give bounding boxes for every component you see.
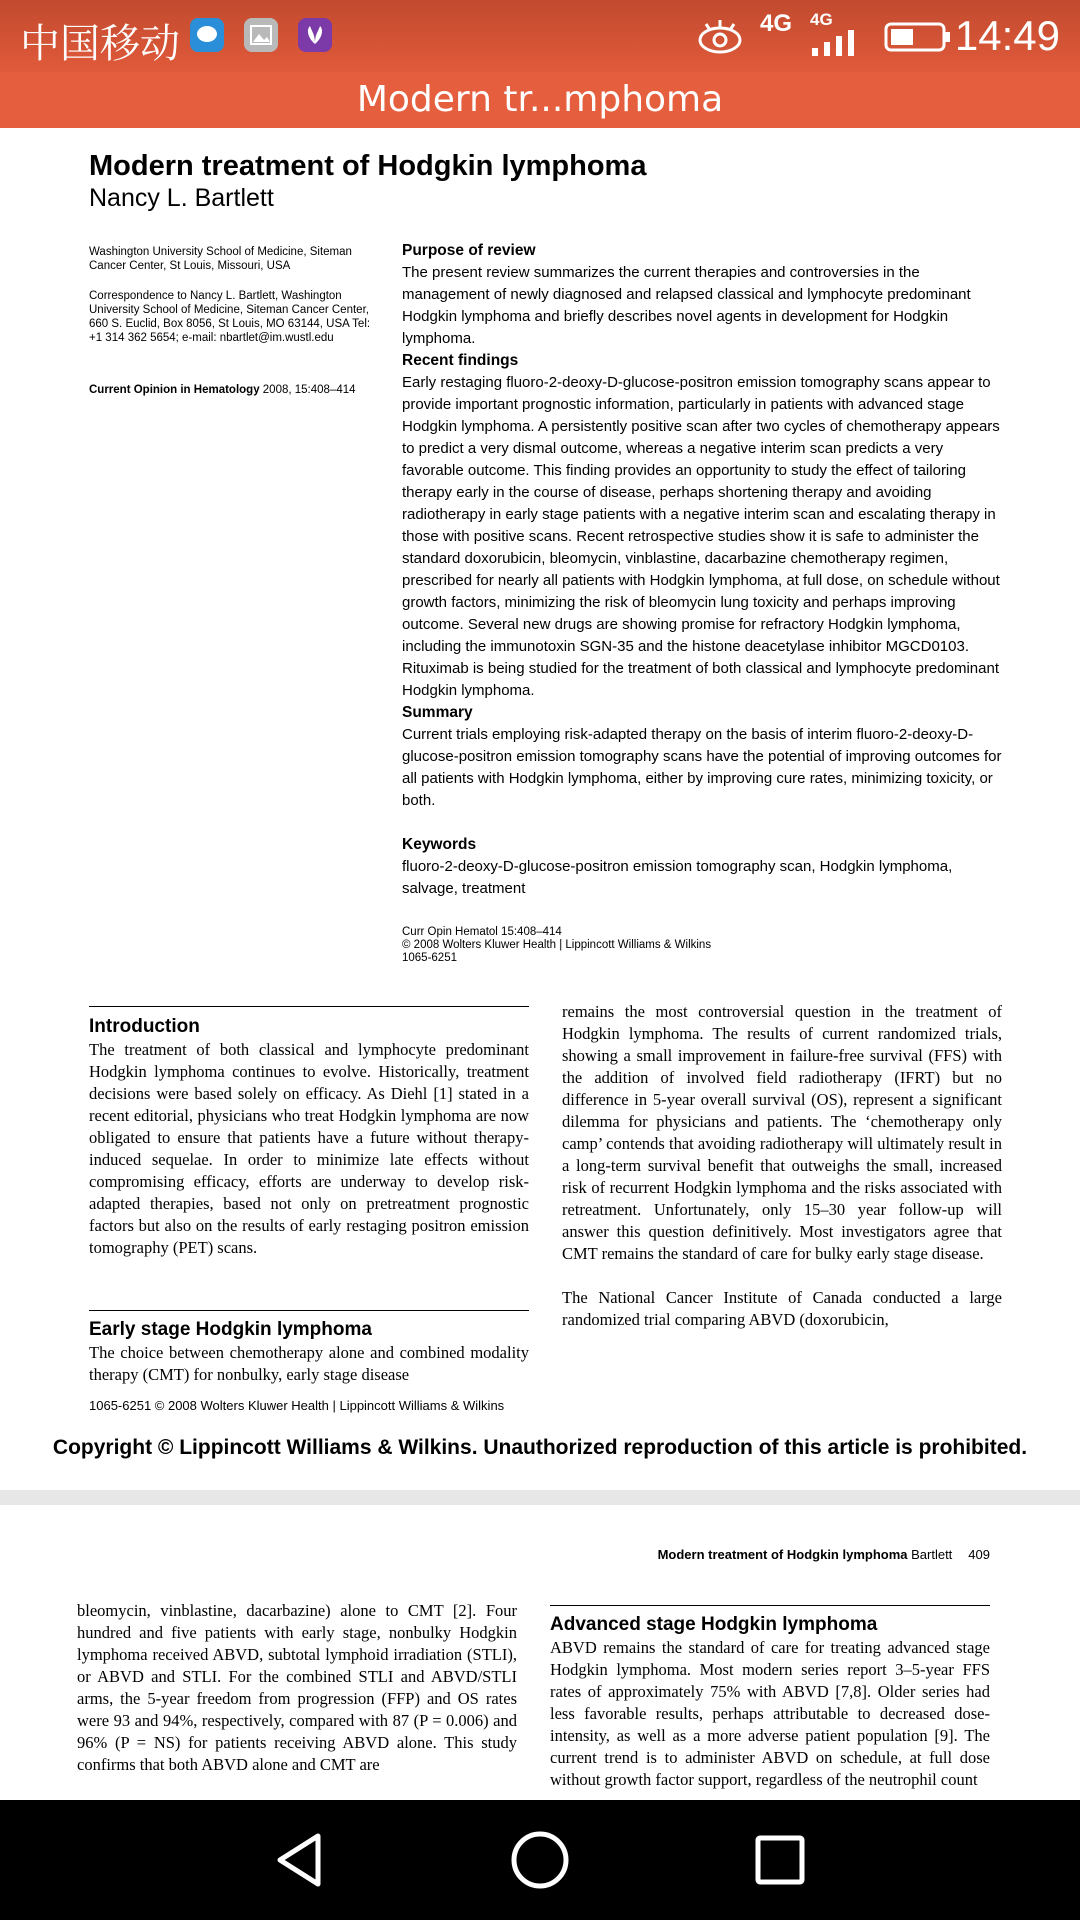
introduction-section [89, 1015, 529, 1259]
home-icon [510, 1830, 570, 1890]
copyright-notice: Copyright © Lippincott Williams & Wilkins. Unauthorized reproduction of this article is prohibited. [52, 1436, 1028, 1459]
network-type-2: 4G [810, 10, 833, 29]
correspondence: Correspondence to Nancy L. Bartlett, Washington University School of Medicine, Siteman Cancer Center, 660 S. Euclid, Box 8056, St Louis, MO 63144, USA Tel: +1 314 362 5654; e-mail: nbartlet@im.wustl.edu [89, 290, 371, 344]
introduction-text: The treatment of both classical and lymphocyte predominant Hodgkin lymphoma continues to evolve. Historically, treatment decisions were based solely on efficacy. As Diehl [1] stated in a recent editorial, physicians who treat Hodgkin lymphoma are now obligated to ensure that patients have a future without therapy-induced sequelae. In order to minimize late effects without compromising efficacy, efforts are underway to develop risk-adapted therapies, based not only on pretreatment prognostic factors but also on the results of early restaging positron emission tomography (PET) scans. [89, 1040, 529, 1257]
left-column [77, 1600, 517, 1776]
gallery-icon [244, 18, 278, 52]
carrier-name: 中国移动 [20, 21, 180, 67]
page-number: 409 [968, 1547, 990, 1562]
recent-apps-button[interactable] [750, 1830, 810, 1895]
back-icon [270, 1830, 330, 1890]
network-type: 4G [760, 10, 793, 37]
purpose-text: The present review summarizes the current therapies and controversies in the management of newly diagnosed and relapsed classical and lymphocyte predominant Hodgkin lymphoma and briefly describes novel agents in development for Hodgkin lymphoma. [402, 264, 971, 347]
back-button[interactable] [270, 1830, 330, 1895]
early-stage-text: The choice between chemotherapy alone and combined modality therapy (CMT) for nonbulky, early stage disease [89, 1343, 529, 1384]
divider [550, 1605, 990, 1606]
right-column-text-2: The National Cancer Institute of Canada conducted a large randomized trial comparing ABVD (doxorubicin, [562, 1288, 1002, 1329]
advanced-stage-heading: Advanced stage Hodgkin lymphoma [550, 1614, 878, 1635]
journal-reference [89, 383, 379, 397]
divider [89, 1006, 529, 1007]
author-affiliation: Washington University School of Medicine, Siteman Cancer Center, St Louis, Missouri, USA [89, 246, 352, 272]
status-bar [0, 0, 1080, 72]
document-page-409[interactable] [0, 1505, 1080, 1800]
early-stage-heading: Early stage Hodgkin lymphoma [89, 1319, 372, 1340]
divider [89, 1310, 529, 1311]
journal-volume: 2008, 15:408–414 [259, 384, 356, 396]
summary-text: Current trials employing risk-adapted therapy on the basis of interim fluoro-2-deoxy-D-glucose-positron emission tomography scans have the potential of improving outcomes for all patients with Hodgkin lymphoma, either by improving cure rates, minimizing toxicity, or both. [402, 726, 1002, 809]
findings-text: Early restaging fluoro-2-deoxy-D-glucose-positron emission tomography scans appear to provide important prognostic information, particularly in patients with advanced stage Hodgkin lymphoma. A persistently positive scan after two cycles of chemotherapy appears to predict a very dismal outcome, whereas a negative interim scan predicts a very favorable outcome. This finding provides an opportunity to study the effect of tailoring therapy early in the course of disease, perhaps shortening therapy and avoiding radiotherapy in early stage patients with a negative interim scan and escalating therapy in those with positive scans. Recent retrospective studies show it is safe to administer the standard doxorubicin, bleomycin, vinblastine, dacarbazine chemotherapy regimen, prescribed for nearly all patients with Hodgkin lymphoma, at full dose, on schedule without growth factors, minimizing the risk of bleomycin lung toxicity and perhaps improving outcome. Several new drugs are showing promise for refractory Hodgkin lymphoma, including the immunotoxin SGN-35 and the histone deacetylase inhibitor MGCD0103. Rituximab is being studied for the treatment of both classical and lymphocyte predominant Hodgkin lymphoma. [402, 374, 1000, 699]
battery-icon [884, 20, 952, 59]
clock: 14:49 [954, 12, 1060, 59]
purpose-heading: Purpose of review [402, 242, 536, 259]
right-column [562, 1001, 1002, 1331]
keywords-heading: Keywords [402, 836, 477, 853]
right-column-text: remains the most controversial question in the treatment of Hodgkin lymphoma. The results of current randomized trials, showing a small improvement in failure-free survival (FFS) with the addition of involved field radiotherapy (IFRT) but no difference in 5-year overall survival (OS), represent a significant dilemma for physicians and patients. The ‘chemotherapy only camp’ contends that avoiding radiotherapy will ultimately result in a long-term survival benefit that outweighs the small, increased risk of recurrent Hodgkin lymphoma and the risks associated with retreatment. Unfortunately, only 15–30 year follow-up will answer this question definitively. Most investigators agree that CMT remains the standard of care for bulky early stage disease. [562, 1002, 1002, 1263]
abstract [402, 240, 1002, 900]
advanced-stage-section [550, 1613, 990, 1791]
citation-line: Curr Opin Hematol 15:408–414 [402, 926, 562, 938]
introduction-heading: Introduction [89, 1016, 200, 1037]
citation-block [402, 926, 711, 965]
advanced-stage-text: ABVD remains the standard of care for treating advanced stage Hodgkin lymphoma. Most modern series report 3–5-year FFS rates of approximately 75% with ABVD [7,8]. Older series had less favorable results, perhaps attributable to decreased dose-intensity, as well as a more adverse patient population [9]. The current trend is to administer ABVD on schedule, at full dose without growth factor support, regardless of the neutrophil count [550, 1638, 990, 1789]
citation-line: 1065-6251 [402, 952, 457, 964]
early-stage-section [89, 1318, 529, 1386]
eye-icon [696, 16, 744, 61]
article-author: Nancy L. Bartlett [89, 184, 274, 212]
page-separator [0, 1490, 1080, 1505]
home-button[interactable] [510, 1830, 570, 1895]
page-footer: 1065-6251 © 2008 Wolters Kluwer Health | Lippincott Williams & Wilkins [89, 1398, 505, 1413]
document-title-bar[interactable]: Modern tr...mphoma [0, 72, 1080, 128]
article-title: Modern treatment of Hodgkin lymphoma [89, 150, 647, 182]
findings-heading: Recent findings [402, 352, 519, 369]
message-icon [190, 18, 224, 52]
citation-line: © 2008 Wolters Kluwer Health | Lippincott Williams & Wilkins [402, 939, 712, 951]
journal-name: Current Opinion in Hematology [89, 384, 260, 396]
signal-icon [810, 28, 862, 63]
recent-apps-icon [750, 1830, 810, 1890]
navigation-bar [0, 1800, 1080, 1920]
flower-app-icon [298, 18, 332, 52]
document-page-408[interactable] [0, 128, 1080, 1490]
running-head [658, 1547, 990, 1562]
running-head-author: Bartlett [907, 1547, 953, 1562]
summary-heading: Summary [402, 704, 473, 721]
running-head-title: Modern treatment of Hodgkin lymphoma [657, 1547, 908, 1562]
keywords-text: fluoro-2-deoxy-D-glucose-positron emission tomography scan, Hodgkin lymphoma, salvage, treatment [402, 858, 953, 897]
left-column-text: bleomycin, vinblastine, dacarbazine) alone to CMT [2]. Four hundred and five patients with early stage, nonbulky Hodgkin lymphoma received ABVD, subtotal lymphoid irradiation (STLI), or ABVD and STLI. For the combined STLI and ABVD/STLI arms, the 5-year freedom from progression (FFP) and OS rates were 93 and 94%, respectively, compared with 87 (P = 0.006) and 96% (P = NS) for patients receiving ABVD alone. This study confirms that both ABVD alone and CMT are [77, 1601, 517, 1774]
